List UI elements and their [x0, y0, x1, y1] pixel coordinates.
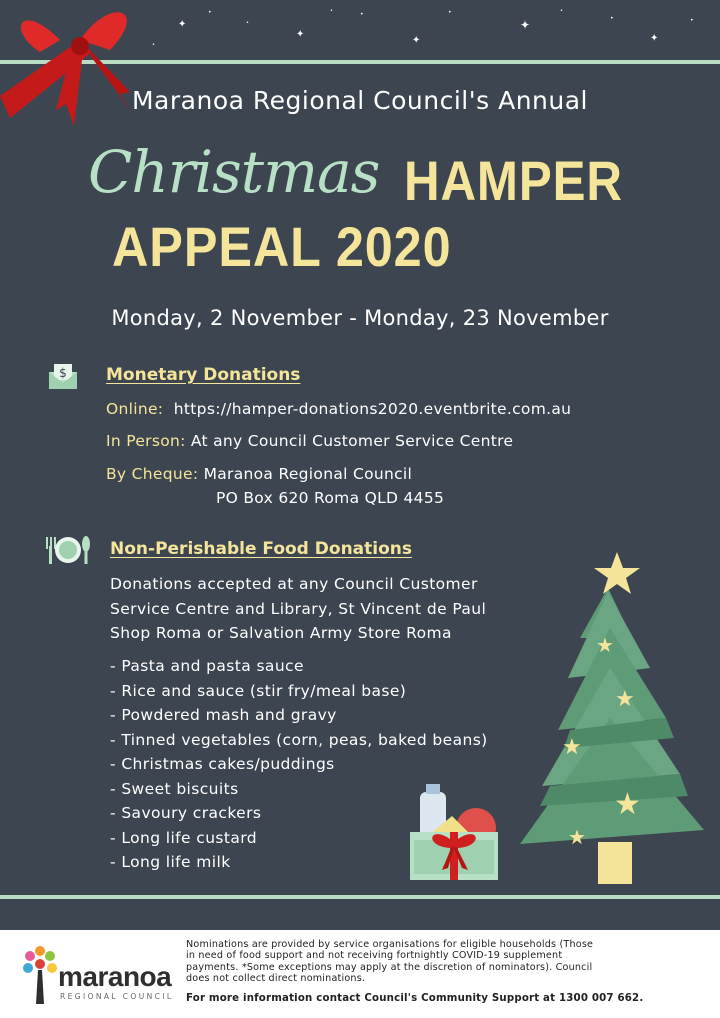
list-item: - Powdered mash and gravy	[110, 706, 337, 724]
cheque-line2: PO Box 620 Roma QLD 4455	[216, 489, 445, 507]
footer-note	[186, 939, 708, 984]
list-item: - Sweet biscuits	[110, 779, 239, 798]
online-row	[106, 400, 571, 418]
in-person-value: At any Council Customer Service Centre	[190, 432, 514, 450]
cheque-line2-row	[216, 489, 444, 507]
hamper-basket-icon	[400, 782, 506, 882]
svg-text:$: $	[59, 366, 67, 380]
footer-note-line: in need of food support and not receiving fortnightly COVID-19 supplement	[186, 950, 563, 962]
list-item: - Savoury crackers	[110, 804, 262, 822]
in-person-label: In Person:	[106, 432, 186, 450]
cheque-label: By Cheque:	[106, 465, 199, 483]
list-item: - Long life milk	[110, 853, 231, 871]
svg-text:★: ★	[614, 787, 641, 822]
footer-note-line: payments. *Some exceptions may apply at the discretion of nominators). Council	[186, 961, 593, 973]
food-intro-line: Donations accepted at any Council Customer	[110, 575, 478, 593]
monetary-heading: Monetary Donations	[106, 365, 301, 385]
list-item: - Pasta and pasta sauce	[110, 657, 304, 675]
envelope-money-icon	[48, 362, 78, 390]
logo-wordmark: maranoa	[58, 961, 172, 992]
svg-text:★: ★	[562, 735, 582, 760]
poster: ✦ • • ✦ • • ✦ • ✦ • • ✦ • • Maranoa Regional Council's Annual Christmas HAMPER APPEAL 2020 Monday, 2 November - Monday, 23 November $ Monetary Donations Online: https://hamper-donations2020.eventbrite.com.au In Person: At any Council Customer Service Centre By Cheque: Maranoa Regional Council PO Box 620 Roma QLD 4455 Non-Perishable Food Donations Donations accepted at any Council Customer Service Centre and Library, St Vincent de Paul Shop Roma or Salvation Army Store Roma - Pasta and pasta sauce - Rice and sauce (stir fry/meal base) - Powdered mash and gravy - Tinned vegetables (corn, peas, baked beans) - Christmas cakes/puddings - Sweet biscuits - Savoury crackers - Long life custard - Long life milk ★ ★ ★ ★ ★	[0, 0, 720, 930]
cheque-row	[106, 465, 412, 483]
list-item: - Tinned vegetables (corn, peas, baked beans)	[110, 730, 488, 749]
subtitle: Maranoa Regional Council's Annual	[131, 86, 588, 115]
food-intro	[110, 572, 550, 646]
online-link[interactable]: https://hamper-donations2020.eventbrite.com.au	[173, 400, 572, 418]
food-heading: Non-Perishable Food Donations	[110, 539, 412, 559]
bottom-stripe	[0, 895, 720, 899]
in-person-row	[106, 432, 513, 450]
food-intro-line: Shop Roma or Salvation Army Store Roma	[110, 624, 452, 642]
title-script: Christmas	[88, 138, 380, 206]
svg-text:★: ★	[615, 687, 635, 712]
list-item: - Christmas cakes/puddings	[110, 755, 335, 773]
ribbon-bow-icon	[0, 0, 160, 140]
maranoa-logo-icon	[20, 944, 60, 1006]
footer-note-line: Nominations are provided by service organisations for eligible households (Those	[186, 939, 594, 950]
christmas-tree-icon	[510, 548, 710, 888]
title-main: HAMPER	[404, 149, 623, 212]
list-item: - Long life custard	[110, 828, 258, 847]
svg-text:★: ★	[596, 633, 614, 657]
cheque-line1: Maranoa Regional Council	[203, 465, 413, 483]
food-intro-line: Service Centre and Library, St Vincent de Paul	[110, 599, 487, 618]
svg-text:★: ★	[568, 825, 586, 849]
list-item: - Rice and sauce (stir fry/meal base)	[110, 681, 407, 700]
online-label: Online:	[106, 400, 164, 418]
logo-subtitle: REGIONAL COUNCIL	[60, 992, 174, 1001]
plate-cutlery-icon	[44, 534, 92, 566]
date-range: Monday, 2 November - Monday, 23 November	[111, 306, 609, 330]
title-line2: APPEAL 2020	[112, 215, 452, 278]
footer-note-line: does not collect direct nominations.	[186, 972, 366, 984]
footer-contact: For more information contact Council's Community Support at 1300 007 662.	[186, 993, 644, 1004]
